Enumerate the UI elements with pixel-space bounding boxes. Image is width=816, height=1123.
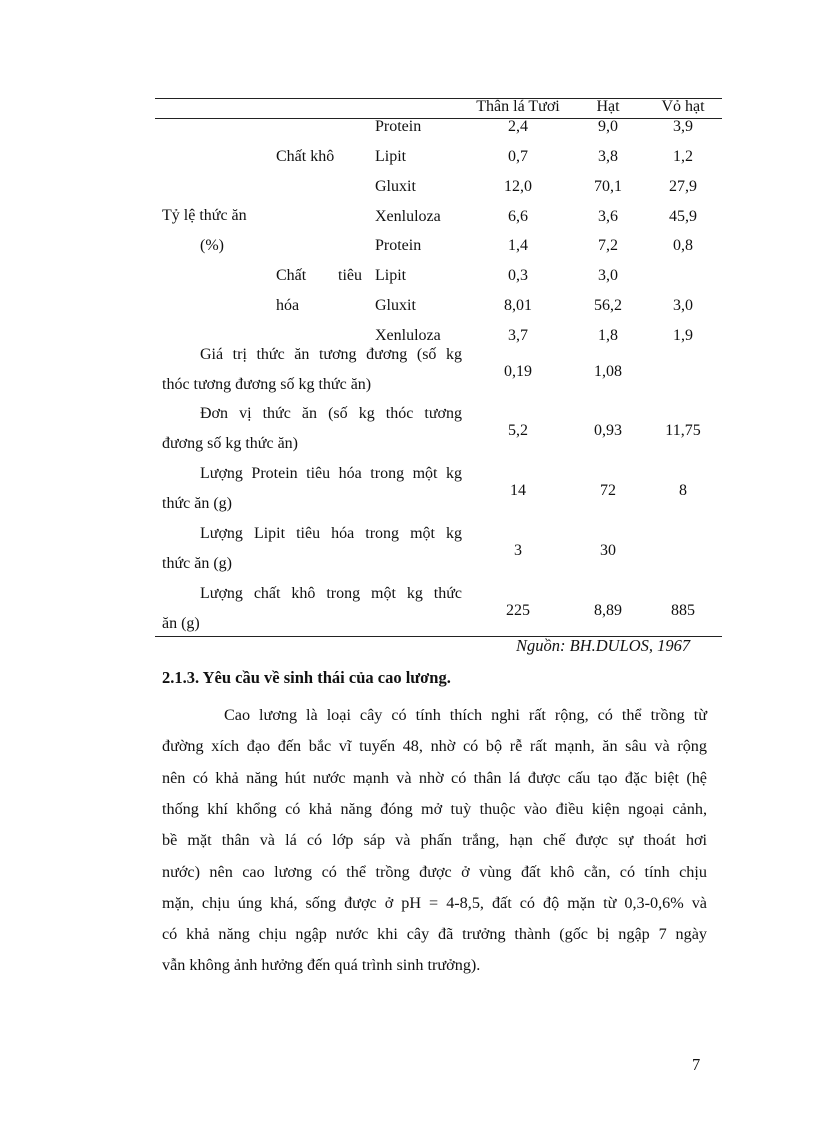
component-name: Lipit bbox=[375, 148, 407, 165]
row-group-unit: (%) bbox=[200, 237, 224, 254]
paragraph-line: Cao lương là loại cây có tính thích nghi rất rộng, có thể trồng từ bbox=[224, 706, 707, 724]
row-label-line2: đương số kg thức ăn) bbox=[162, 435, 299, 452]
table-cell: 72 bbox=[600, 482, 616, 499]
table-cell: 0,19 bbox=[504, 363, 532, 380]
paragraph-line: vẫn không ảnh hưởng đến quá trình sinh trưởng). bbox=[162, 956, 481, 975]
table-cell: 0,3 bbox=[508, 267, 528, 284]
table-cell: 8,89 bbox=[594, 602, 622, 619]
component-name: Xenluloza bbox=[375, 208, 441, 225]
row-label-line2: thóc tương đương số kg thức ăn) bbox=[162, 376, 372, 393]
table-cell: 7,2 bbox=[598, 237, 618, 254]
table-cell: 8,01 bbox=[504, 297, 532, 314]
table-cell: 1,2 bbox=[673, 148, 693, 165]
table-cell: 3,8 bbox=[598, 148, 618, 165]
table-cell: 1,08 bbox=[594, 363, 622, 380]
table-cell: 3,6 bbox=[598, 208, 618, 225]
row-label-line1: Giá trị thức ăn tương đương (số kg bbox=[200, 346, 462, 363]
table-cell: 3 bbox=[514, 542, 522, 559]
component-name: Gluxit bbox=[375, 178, 416, 195]
col-header-hull: Vỏ hạt bbox=[661, 98, 705, 115]
row-label-line2: thức ăn (g) bbox=[162, 555, 232, 572]
component-name: Xenluloza bbox=[375, 327, 441, 344]
table-cell: 3,7 bbox=[508, 327, 528, 344]
digestible-label-3: hóa bbox=[276, 297, 300, 314]
page-number: 7 bbox=[692, 1055, 701, 1074]
table-cell: 0,7 bbox=[508, 148, 528, 165]
table-cell: 3,0 bbox=[673, 297, 693, 314]
component-name: Gluxit bbox=[375, 297, 416, 314]
component-name: Protein bbox=[375, 118, 422, 135]
dry-matter-label: Chất khô bbox=[276, 148, 335, 165]
paragraph-line: nên có khả năng hút nước mạnh và nhờ có thân lá được cấu tạo đặc biệt (hệ bbox=[162, 768, 707, 787]
col-header-stem-leaf: Thân lá Tươi bbox=[476, 98, 560, 115]
table-cell: 56,2 bbox=[594, 297, 622, 314]
row-label-line2: thức ăn (g) bbox=[162, 495, 232, 512]
table-cell: 3,0 bbox=[598, 267, 618, 284]
table-cell: 2,4 bbox=[508, 118, 528, 135]
table-cell: 5,2 bbox=[508, 422, 528, 439]
row-group-label: Tỷ lệ thức ăn bbox=[162, 207, 247, 224]
table-cell: 1,8 bbox=[598, 327, 618, 344]
table-cell: 885 bbox=[671, 602, 695, 619]
component-name: Protein bbox=[375, 237, 422, 254]
row-label-line1: Đơn vị thức ăn (số kg thóc tương bbox=[200, 405, 462, 422]
table-cell: 14 bbox=[510, 482, 526, 499]
table-cell: 1,4 bbox=[508, 237, 528, 254]
table-cell: 45,9 bbox=[669, 208, 697, 225]
digestible-label-1: Chất bbox=[276, 267, 307, 284]
table-cell: 225 bbox=[506, 602, 530, 619]
paragraph-line: bề mặt thân và lá có lớp sáp và phấn trắng, hạn chế được sự thoát hơi bbox=[162, 831, 707, 850]
paragraph-line: nước) nên cao lương có thể trồng được ở vùng đất khô cằn, có tính chịu bbox=[162, 862, 707, 881]
table-cell: 3,9 bbox=[673, 118, 693, 135]
table-source: Nguồn: BH.DULOS, 1967 bbox=[516, 636, 691, 655]
paragraph-line: đường xích đạo đến bắc vĩ tuyến 48, nhờ có bộ rễ rất mạnh, ăn sâu và rộng bbox=[162, 737, 707, 756]
table-cell: 9,0 bbox=[598, 118, 618, 135]
table-cell: 0,93 bbox=[594, 422, 622, 439]
table-cell: 30 bbox=[600, 542, 616, 559]
section-heading: 2.1.3. Yêu cầu về sinh thái của cao lương. bbox=[162, 668, 451, 687]
col-header-grain: Hạt bbox=[596, 98, 620, 115]
table-cell: 27,9 bbox=[669, 178, 697, 195]
row-label-line1: Lượng Protein tiêu hóa trong một kg bbox=[200, 465, 462, 482]
paragraph-line: thống khí khổng có khả năng đóng mở tuỳ thuộc vào điều kiện ngoại cảnh, bbox=[162, 799, 707, 818]
paragraph-line: mặn, chịu úng khá, sống được ở pH = 4-8,5, đất có độ mặn từ 0,3-0,6% và bbox=[162, 893, 707, 912]
table-cell: 70,1 bbox=[594, 178, 622, 195]
row-label-line1: Lượng Lipit tiêu hóa trong một kg bbox=[200, 525, 462, 542]
row-label-line1: Lượng chất khô trong một kg thức bbox=[200, 585, 462, 602]
row-label-line2: ăn (g) bbox=[162, 615, 200, 632]
table-cell: 8 bbox=[679, 482, 687, 499]
table-cell: 11,75 bbox=[665, 422, 701, 439]
table-cell: 1,9 bbox=[673, 327, 693, 344]
paragraph-line: có khả năng chịu ngập nước khi cây đã trưởng thành (gốc bị ngập 7 ngày bbox=[162, 925, 707, 944]
component-name: Lipit bbox=[375, 267, 407, 284]
digestible-label-2: tiêu bbox=[338, 267, 362, 284]
table-cell: 12,0 bbox=[504, 178, 532, 195]
table-cell: 6,6 bbox=[508, 208, 528, 225]
table-cell: 0,8 bbox=[673, 237, 693, 254]
